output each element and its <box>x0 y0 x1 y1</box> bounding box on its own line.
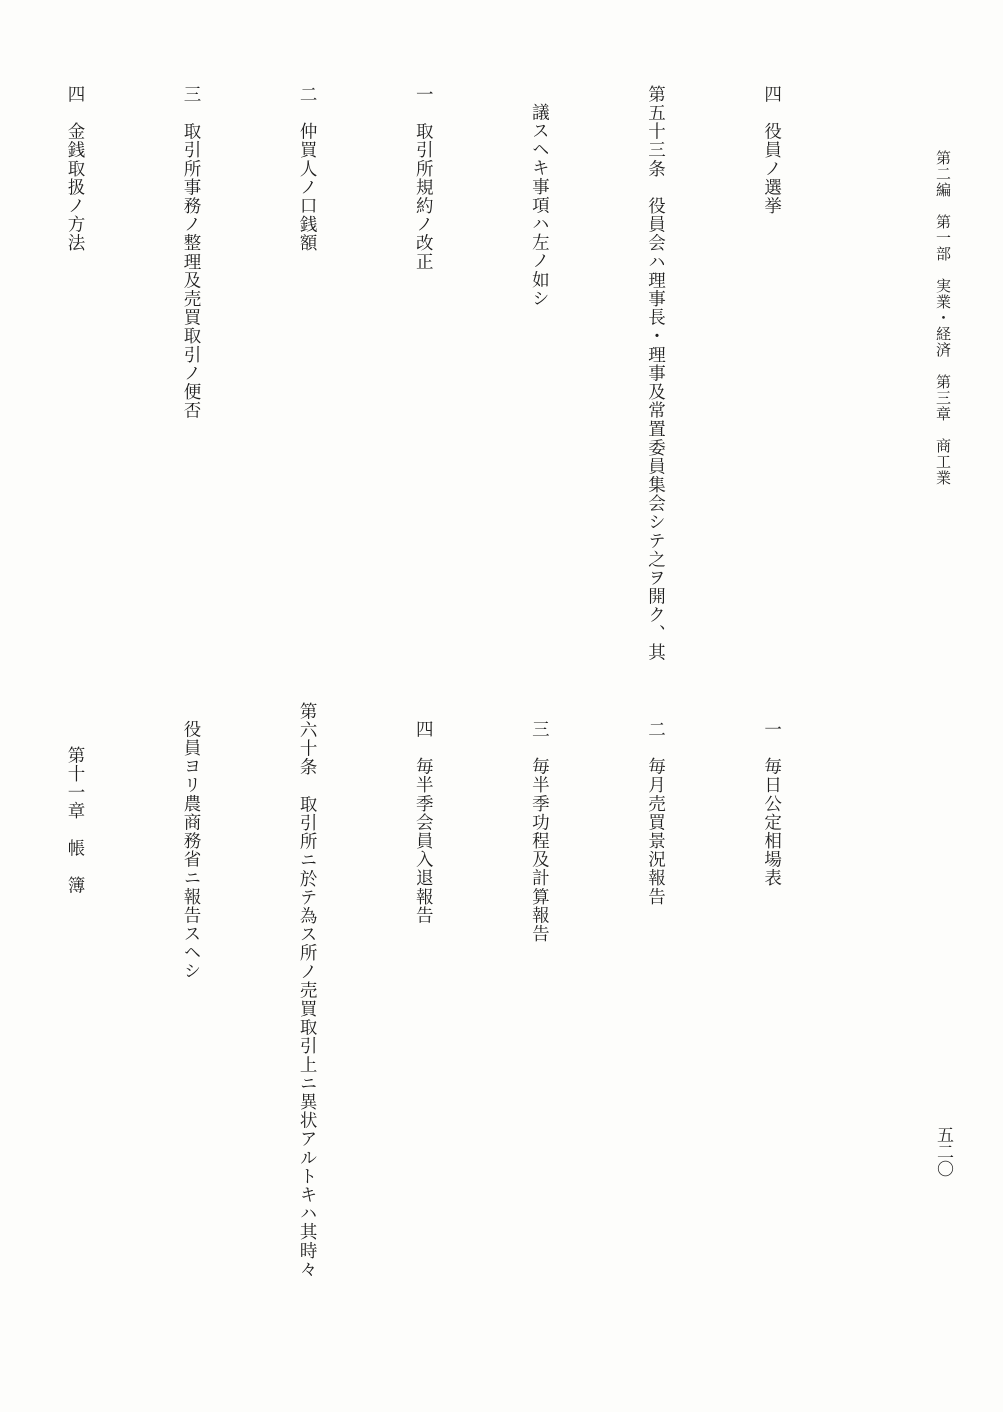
text-line: 第五十三条 役員会ハ理事長・理事及常置委員集会シテ之ヲ開ク、其 <box>645 85 666 662</box>
text-line: 四 金銭取扱ノ方法 <box>64 85 85 253</box>
text-line: 四 毎半季会員入退報告 <box>413 719 434 925</box>
text-line: 一 取引所規約ノ改正 <box>413 85 434 271</box>
text-line: 役員ヨリ農商務省ニ報告スヘシ <box>181 719 202 980</box>
page-number: 五二〇 <box>933 1126 953 1177</box>
running-header: 第二編 第一部 実業・経済 第三章 商工業 <box>934 150 952 486</box>
text-line: 三 毎半季功程及計算報告 <box>529 719 550 943</box>
text-line: 三 取引所事務ノ整理及売買取引ノ便否 <box>181 85 202 420</box>
upper-text-block <box>64 85 868 665</box>
text-line: 第六十条 取引所ニ於テ為ス所ノ売買取引上ニ異状アルトキハ其時々 <box>297 702 318 1279</box>
text-line: 議スヘキ事項ハ左ノ如シ <box>529 102 550 308</box>
text-line: 一 毎日公定相場表 <box>761 719 782 887</box>
text-line: 四 役員ノ選挙 <box>761 85 782 216</box>
text-line: 二 毎月売買景況報告 <box>645 719 666 906</box>
chapter-heading: 第十一章 帳 簿 <box>64 745 85 895</box>
text-line: 二 仲買人ノ口銭額 <box>297 85 318 253</box>
lower-text-block <box>64 702 868 1392</box>
